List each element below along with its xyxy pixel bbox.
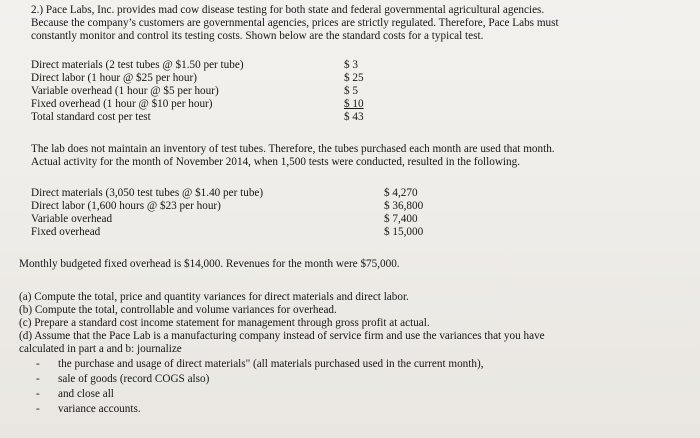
budget-line: Monthly budgeted fixed overhead is $14,000. Revenues for the month were $75,000. bbox=[19, 258, 400, 270]
question-a: (a) Compute the total, price and quantity variances for direct materials and direct labor. bbox=[19, 291, 409, 303]
act-amount-variable-oh: $ 7,400 bbox=[384, 213, 418, 225]
bullet-text-3: and close all bbox=[58, 388, 114, 400]
bullet-text-1: the purchase and usage of direct materials" (all materials purchased used in the current month), bbox=[58, 358, 484, 370]
paragraph2-line-1: The lab does not maintain an inventory of test tubes. Therefore, the tubes purchased each month are used that month. bbox=[31, 143, 555, 155]
std-amount-labor: $ 25 bbox=[344, 72, 364, 84]
act-amount-fixed-oh: $ 15,000 bbox=[384, 226, 424, 238]
std-label-total: Total standard cost per test bbox=[31, 111, 151, 123]
question-c: (c) Prepare a standard cost income statement for management through gross profit at actual. bbox=[19, 317, 430, 329]
act-amount-labor: $ 36,800 bbox=[384, 200, 424, 212]
question-b: (b) Compute the total, controllable and volume variances for overhead. bbox=[19, 304, 337, 316]
bullet-text-2: sale of goods (record COGS also) bbox=[58, 373, 210, 385]
question-d-line-1: (d) Assume that the Pace Lab is a manufacturing company instead of service firm and use the variances that you have bbox=[19, 330, 545, 342]
act-label-variable-oh: Variable overhead bbox=[31, 213, 113, 225]
act-label-fixed-oh: Fixed overhead bbox=[31, 226, 101, 238]
bullet-text-4: variance accounts. bbox=[58, 403, 141, 415]
question-d-line-2: calculated in part a and b: journalize bbox=[19, 343, 182, 355]
bullet-mark: - bbox=[36, 358, 40, 370]
std-amount-variable-oh: $ 5 bbox=[344, 85, 358, 97]
intro-line-1: 2.) Pace Labs, Inc. provides mad cow disease testing for both state and federal governmental agricultural agencies. bbox=[31, 4, 545, 16]
intro-line-2: Because the company’s customers are governmental agencies, prices are strictly regulated. Therefore, Pace Labs must bbox=[31, 17, 559, 29]
std-amount-fixed-oh: $ 10 bbox=[344, 98, 364, 110]
std-label-materials: Direct materials (2 test tubes @ $1.50 per tube) bbox=[31, 59, 244, 71]
bullet-item-1 bbox=[36, 358, 484, 371]
bullet-mark: - bbox=[36, 403, 40, 415]
act-label-labor: Direct labor (1,600 hours @ $23 per hour) bbox=[31, 200, 221, 212]
bullet-item-2 bbox=[36, 373, 209, 386]
intro-line-3: constantly monitor and control its testing costs. Shown below are the standard costs for a typical test. bbox=[31, 30, 484, 42]
paragraph2-line-2: Actual activity for the month of November 2014, when 1,500 tests were conducted, resulted in the following. bbox=[31, 156, 521, 168]
std-label-variable-oh: Variable overhead (1 hour @ $5 per hour) bbox=[31, 85, 219, 97]
bullet-mark: - bbox=[36, 388, 40, 400]
std-amount-total: $ 43 bbox=[344, 111, 364, 123]
std-label-fixed-oh: Fixed overhead (1 hour @ $10 per hour) bbox=[31, 98, 213, 110]
act-amount-materials: $ 4,270 bbox=[384, 187, 418, 199]
std-amount-materials: $ 3 bbox=[344, 59, 358, 71]
std-label-labor: Direct labor (1 hour @ $25 per hour) bbox=[31, 72, 197, 84]
bullet-item-4 bbox=[36, 403, 141, 416]
act-label-materials: Direct materials (3,050 test tubes @ $1.40 per tube) bbox=[31, 187, 264, 199]
bullet-mark: - bbox=[36, 373, 40, 385]
bullet-item-3 bbox=[36, 388, 114, 401]
